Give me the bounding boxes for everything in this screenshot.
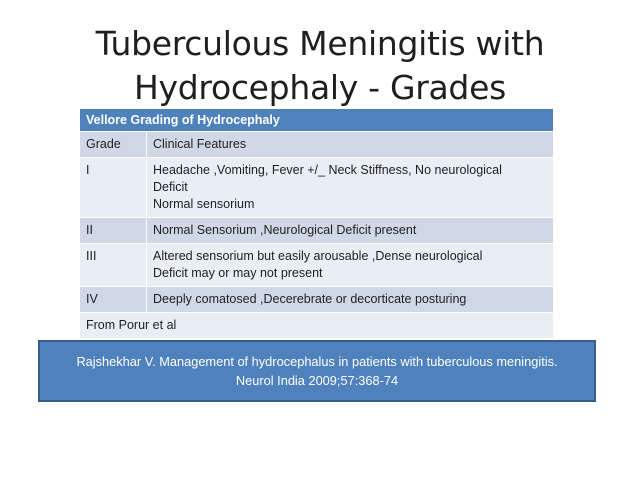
reference-line-1: Rajshekhar V. Management of hydrocephalus in patients with tuberculous meningitis.	[76, 354, 558, 369]
features-line: Altered sensorium but easily arousable ,Dense neurological	[153, 249, 483, 263]
reference-box	[38, 340, 596, 402]
slide-title-line-1: Tuberculous Meningitis with	[95, 24, 545, 63]
reference-line-2: Neurol India 2009;57:368-74	[235, 373, 399, 388]
table-source-note: From Porur et al	[80, 313, 554, 339]
grade-cell: III	[80, 244, 147, 287]
features-cell	[147, 218, 554, 244]
table-row	[80, 158, 554, 218]
features-line: Deficit may or may not present	[153, 266, 323, 280]
table-header-row	[80, 132, 554, 158]
features-line: Normal sensorium	[153, 197, 255, 211]
column-header-grade: Grade	[80, 132, 147, 158]
grading-table-container	[79, 108, 554, 339]
table-row	[80, 244, 554, 287]
grading-table	[79, 108, 554, 339]
table-caption: Vellore Grading of Hydrocephaly	[80, 109, 554, 132]
slide-title	[60, 22, 580, 110]
table-footer-row	[80, 313, 554, 339]
features-line: Normal Sensorium ,Neurological Deficit present	[153, 223, 417, 237]
table-row	[80, 287, 554, 313]
features-cell	[147, 287, 554, 313]
features-line: Headache ,Vomiting, Fever +/_ Neck Stiffness, No neurological	[153, 163, 502, 177]
features-cell	[147, 244, 554, 287]
features-line: Deficit	[153, 180, 188, 194]
grade-cell: IV	[80, 287, 147, 313]
features-cell	[147, 158, 554, 218]
column-header-clinical-features: Clinical Features	[147, 132, 554, 158]
grade-cell: II	[80, 218, 147, 244]
table-row	[80, 218, 554, 244]
features-line: Deeply comatosed ,Decerebrate or decorticate posturing	[153, 292, 467, 306]
slide-title-line-2: Hydrocephaly - Grades	[134, 68, 506, 107]
grade-cell: I	[80, 158, 147, 218]
